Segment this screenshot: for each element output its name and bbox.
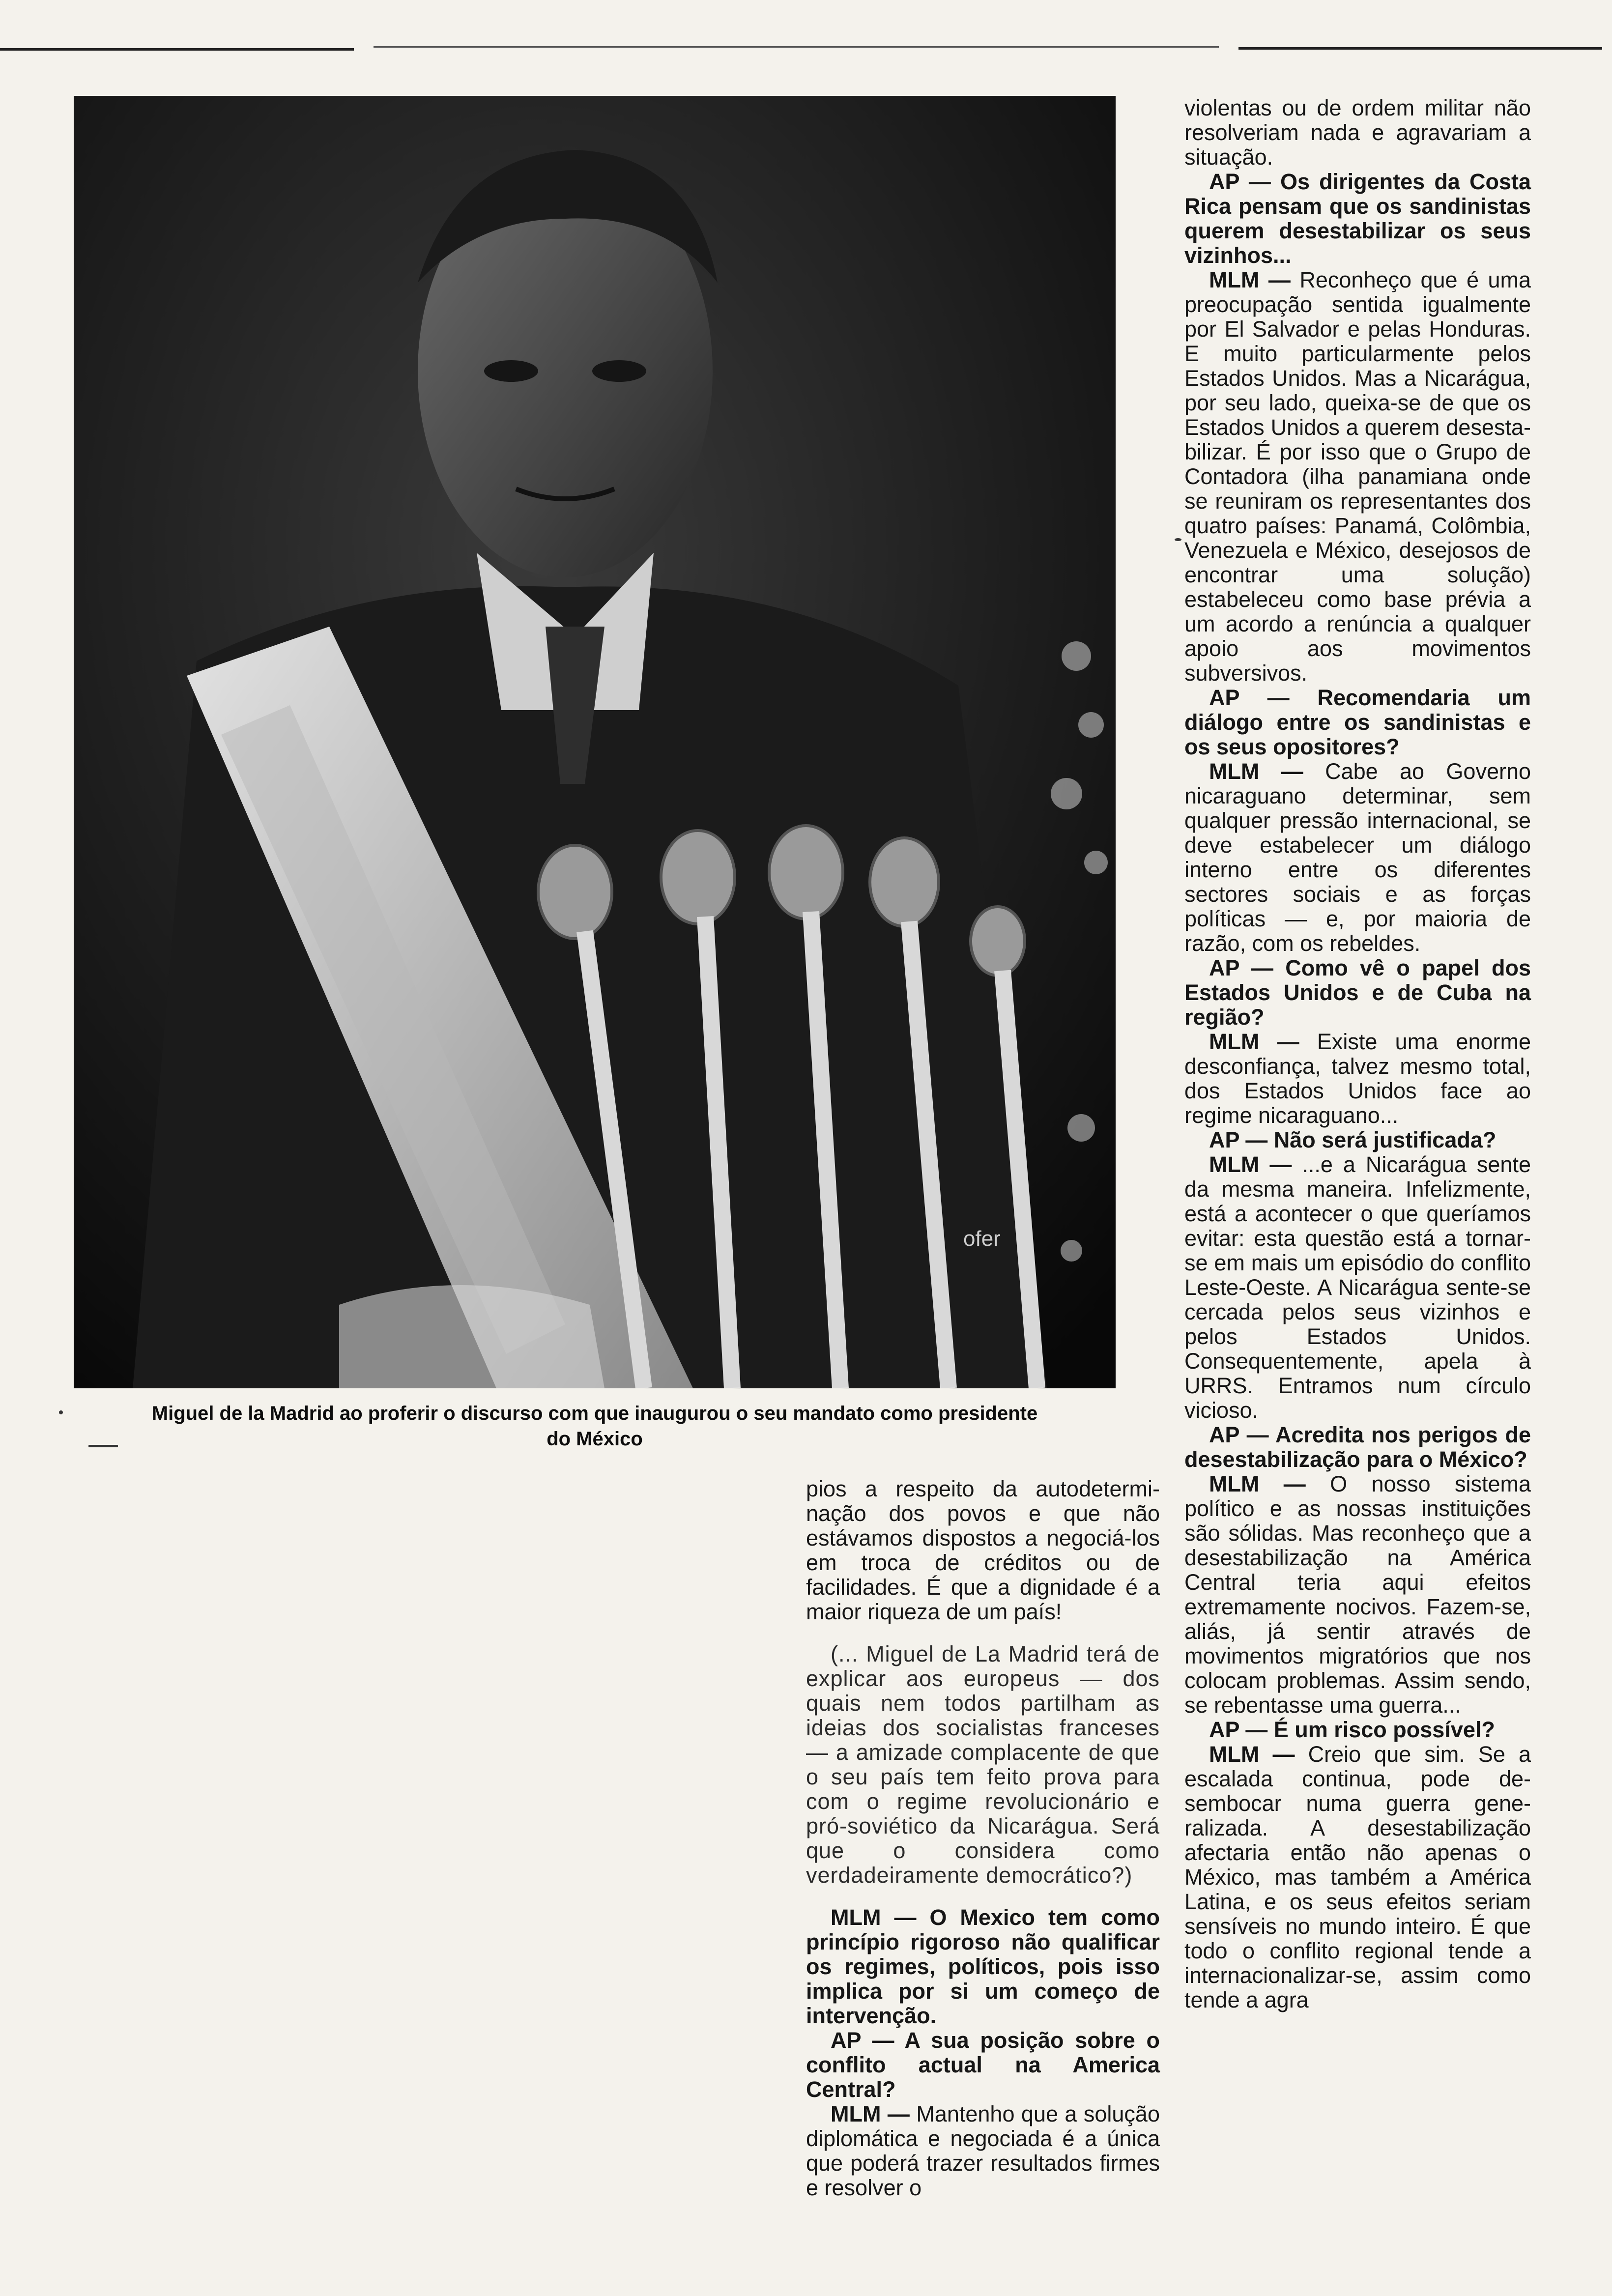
speaker-label: MLM —: [1209, 759, 1325, 784]
speaker-label: MLM —: [1209, 1029, 1317, 1054]
top-rule-middle: [374, 46, 1219, 48]
answer-paragraph: [806, 2102, 1160, 2200]
caption-line-1: Miguel de la Madrid ao proferir o discurso com que inaugurou o seu mandato como presidente: [151, 1403, 1038, 1424]
right-eye: [592, 360, 646, 382]
answer-paragraph: [1184, 1472, 1531, 1718]
left-eye: [484, 360, 538, 382]
speaker-label: MLM —: [831, 1905, 930, 1930]
question: AP — A sua posição sobre o conflito actual na America Central?: [806, 2028, 1160, 2102]
question: AP — Não será justificada?: [1209, 1127, 1497, 1152]
portrait-illustration: [74, 96, 1116, 1388]
scan-speck: [1175, 538, 1181, 541]
scan-speck: [59, 1410, 63, 1414]
speaker-label: MLM —: [1209, 1742, 1308, 1767]
paragraph: violentas ou de ordem militar não resolveriam nada e agravariam a situação.: [1184, 95, 1531, 170]
answer-text: Cabe ao Governo nicaraguano determinar, sem qualquer pressão internacional, se deve estabelecer um diálogo interno entre os diferentes sectores sociais e as forças políticas — e, por maioria de razão, com os rebeldes.: [1184, 759, 1531, 956]
middle-column: [806, 1477, 1160, 2200]
answer-paragraph: [1184, 1152, 1531, 1423]
question: AP — Recomendaria um diálogo entre os sandinistas e os seus opositores?: [1184, 685, 1531, 759]
caption-line-2: do México: [547, 1428, 643, 1450]
portrait-photo: [74, 96, 1116, 1388]
answer-text: Mantenho que a solução diplomática e negociada é a única que poderá trazer resultados firmes e resolver o: [806, 2101, 1160, 2200]
question: AP — Os dirigentes da Costa Rica pensam que os sandinistas querem desestabilizar os seus vizinhos...: [1184, 169, 1531, 268]
top-rule-right: [1238, 47, 1602, 50]
answer-paragraph: [806, 1905, 1160, 2028]
answer-paragraph: [1184, 1742, 1531, 2012]
photo-caption: [79, 1401, 1111, 1452]
answer-text: O nosso sistema político e as nossas instituições são sólidas. Mas reconheço que a desestabilização na América Central teria aqui efeitos extremamente nocivos. Fazem-se, aliás, já sentir através de movimentos migratórios que nos colocam problemas. Assim sendo, se rebentasse uma guerra...: [1184, 1471, 1531, 1718]
hand: [339, 1285, 604, 1388]
answer-text: Existe uma enorme desconfiança, talvez mesmo total, dos Estados Unidos face ao regime nicaraguano...: [1184, 1029, 1531, 1128]
speaker-label: MLM —: [1209, 1152, 1302, 1177]
answer-paragraph: [1184, 268, 1531, 686]
question: AP — Acredita nos perigos de desestabilização para o México?: [1184, 1422, 1531, 1472]
paragraph: pios a respeito da autodeterminação dos povos e que não estávamos dispostos a negociá-los em troca de créditos ou de facilidades. É que a dignidade é a maior riqueza de um país!: [806, 1476, 1160, 1624]
question: AP — É um risco possível?: [1209, 1717, 1495, 1742]
answer-text: Reconheço que é uma preocupação sentida igualmente por El Salvador e pelas Honduras. E muito particularmente pelos Estados Unidos. Mas a Nicarágua, por seu lado, queixa-se de que os Estados Unidos a querem desestabilizar. É por isso que o Grupo de Contadora (ilha panamiana onde se reuniram os representantes dos quatro países: Panamá, Colômbia, Venezuela e México, desejosos de encontrar uma solução) estabeleceu como base prévia a um acordo a renúncia a qualquer apoio aos movimentos subversivos.: [1184, 267, 1531, 686]
answer-paragraph: [1184, 1030, 1531, 1128]
editorial-note: (... Miguel de La Madrid terá de explicar aos europeus — dos quais nem todos partilham as ideias dos socialistas franceses — a amizade complacente de que o seu país tem feito prova para com o regime revolucionário e pró-soviético da Nicarágua. Será que o considera como verdadeiramente democrático?): [806, 1641, 1160, 1888]
top-rule-left: [0, 48, 354, 51]
right-column: [1184, 96, 1531, 2012]
speaker-label: MLM —: [1209, 1471, 1330, 1496]
answer-paragraph: [1184, 759, 1531, 956]
microphone-label: ofer: [963, 1227, 1001, 1251]
speaker-label: MLM —: [1209, 267, 1300, 292]
answer-text: O Mexico tem como princípio rigoroso não qualificar os regimes, políticos, pois isso implica por si um começo de intervenção.: [806, 1905, 1160, 2028]
speaker-label: MLM —: [831, 2101, 917, 2126]
answer-text: Creio que sim. Se a escalada continua, pode desembocar numa guerra generalizada. A desestabilização afectaria então não apenas o México, mas também a América Latina, e os seus efeitos seriam sensíveis no mundo inteiro. É que todo o conflito regional tende a internacionalizar-se, assim como tende a agra: [1184, 1742, 1531, 2012]
question: AP — Como vê o papel dos Estados Unidos e de Cuba na região?: [1184, 955, 1531, 1030]
answer-text: ...e a Nicarágua sente da mesma maneira. Infelizmente, está a acontecer o que queríamos evitar: esta questão está a tornar-se em mais um episódio do conflito Leste-Oeste. A Nicarágua sente-se cercada pelos seus vizinhos e pelos Estados Unidos. Consequentemente, apela à URRS. Entramos num círculo vicioso.: [1184, 1152, 1531, 1423]
